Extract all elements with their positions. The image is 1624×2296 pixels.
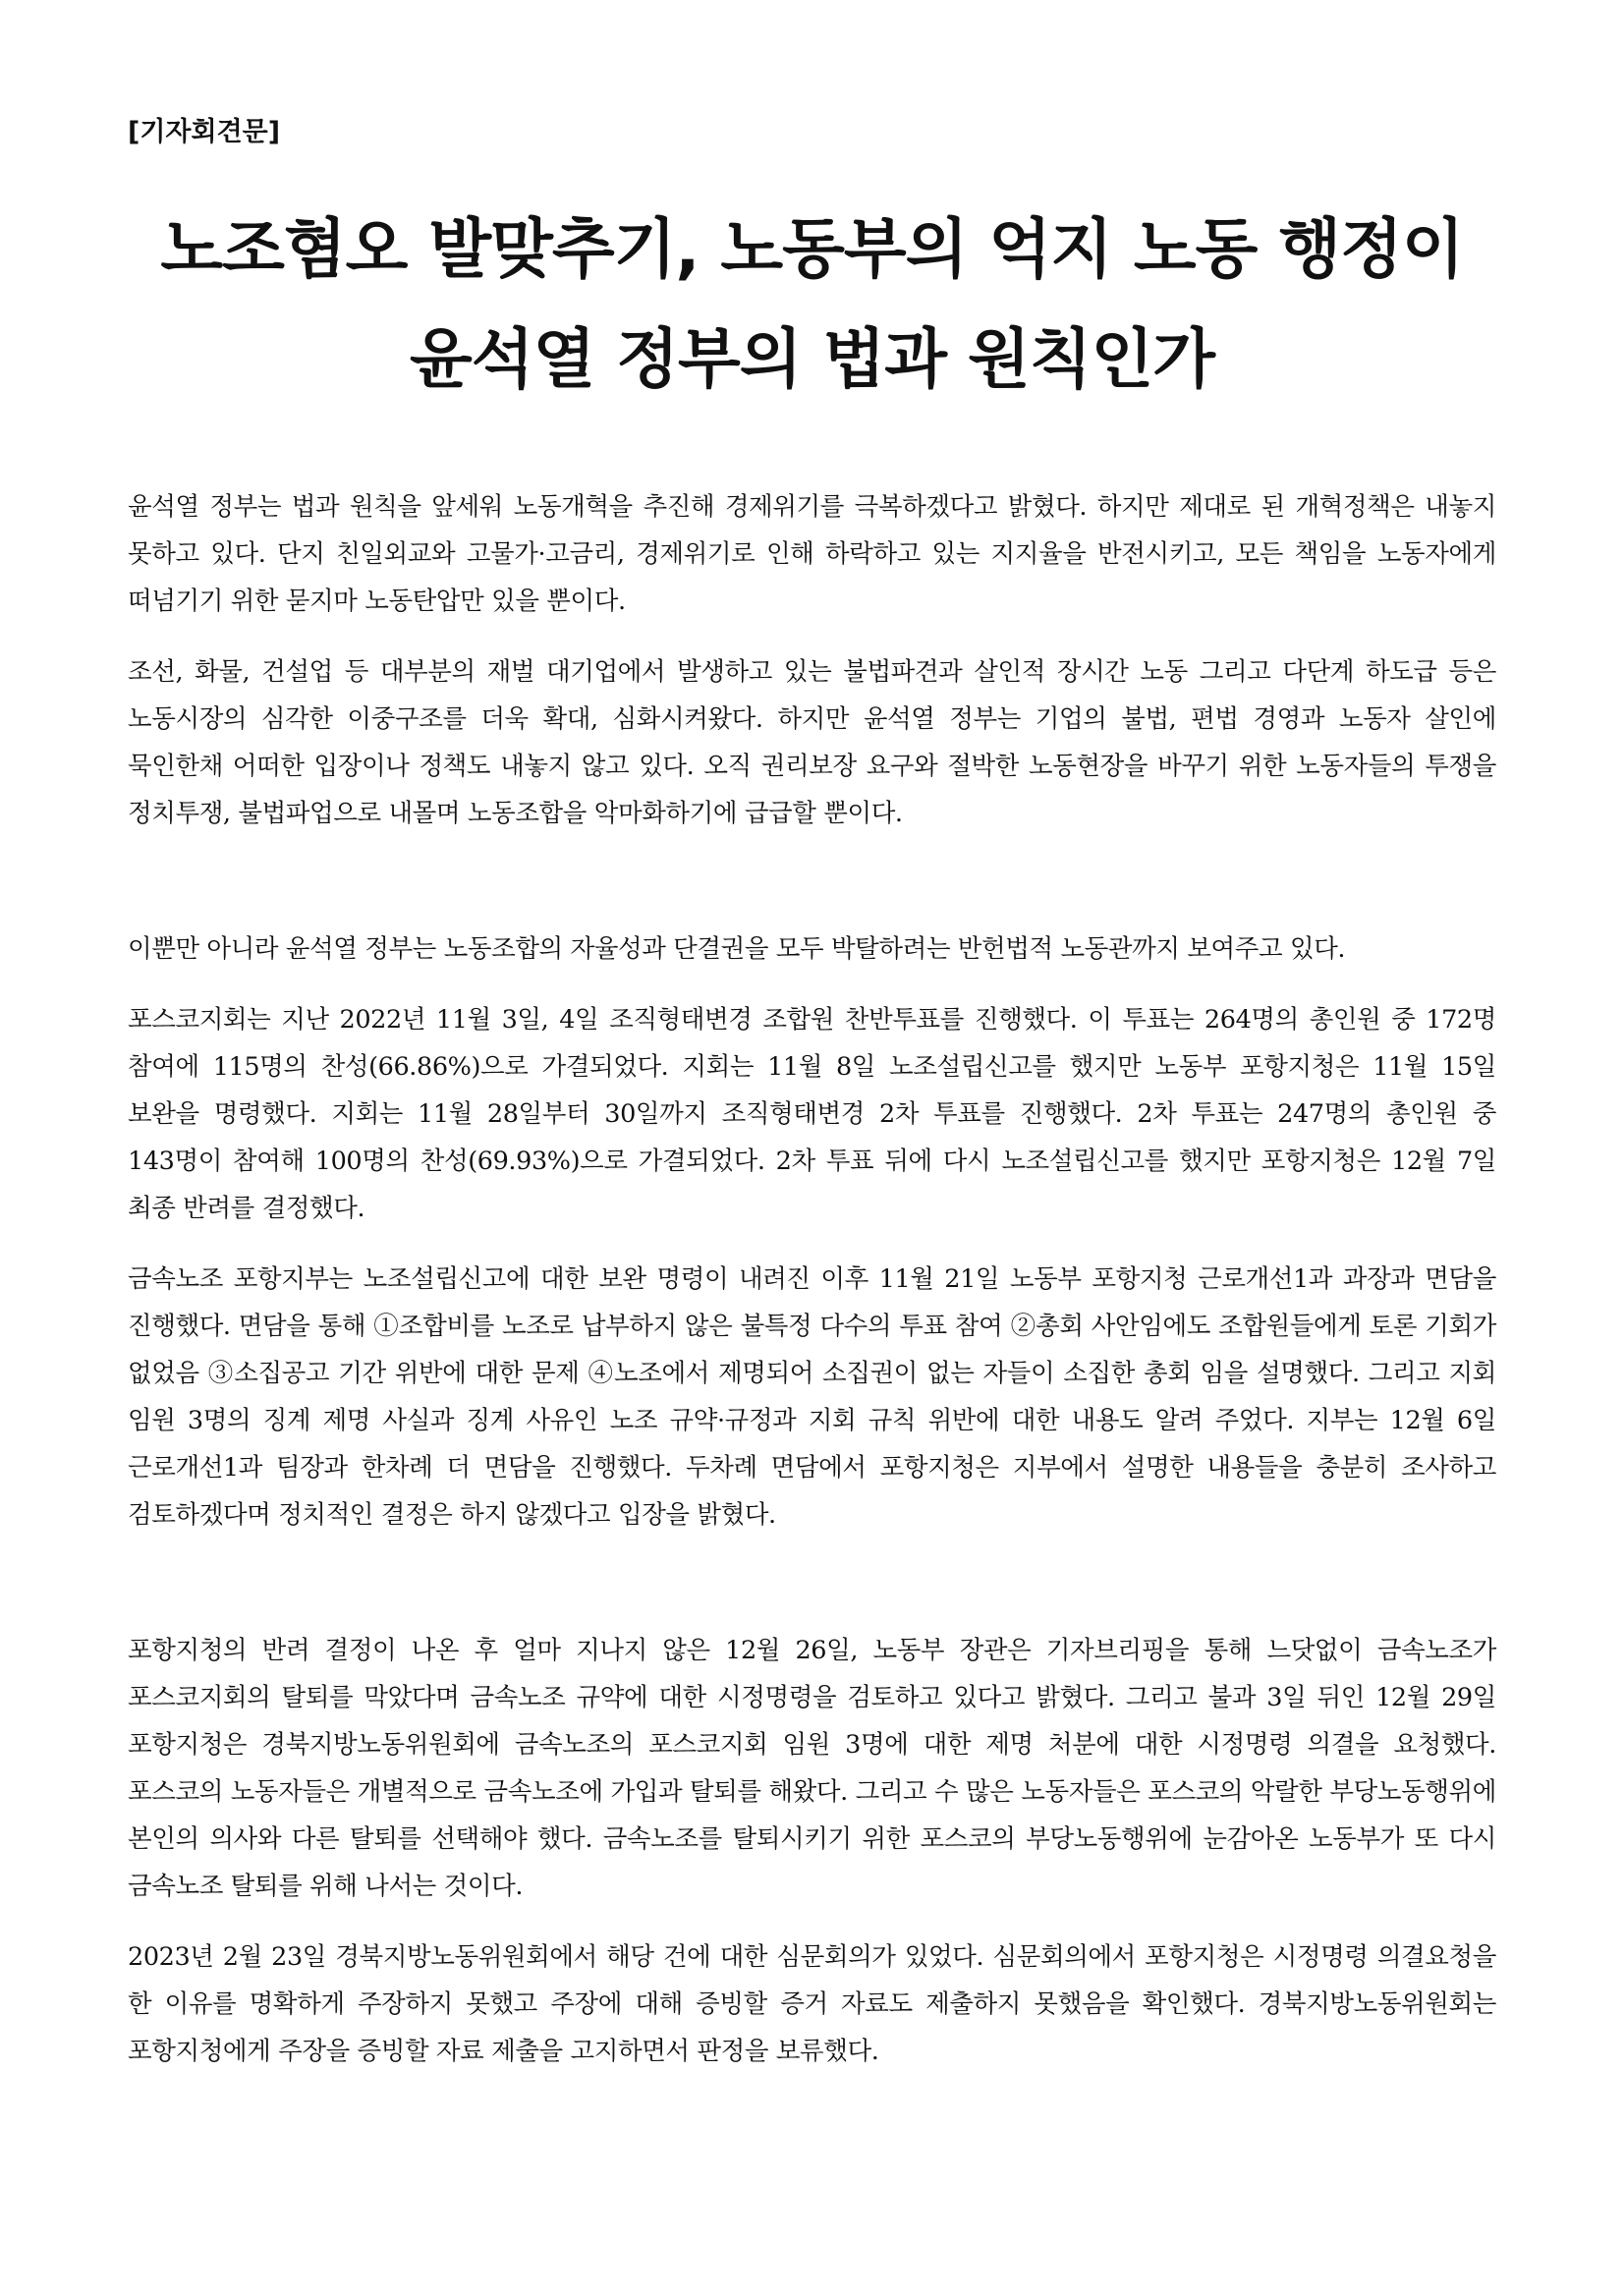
paragraph-2: 조선, 화물, 건설업 등 대부분의 재벌 대기업에서 발생하고 있는 불법파견과 살인적 장시간 노동 그리고 다단계 하도급 등은 노동시장의 심각한 이중구조를 더욱 확대, 심화시켜왔다. 하지만 윤석열 정부는 기업의 불법, 편법 경영과 노동자 살인에 묵인한채 어떠한 입장이나 정책도 내놓지 않고 있다. 오직 권리보장 요구와 절박한 노동현장을 바꾸기 위한 노동자들의 투쟁을 정치투쟁, 불법파업으로 내몰며 노동조합을 악마화하기에 급급할 뿐이다.	[128, 657, 1496, 828]
paragraph-4: 포스코지회는 지난 2022년 11월 3일, 4일 조직형태변경 조합원 찬반투표를 진행했다. 이 투표는 264명의 총인원 중 172명 참여에 115명의 찬성(66.86%)으로 가결되었다. 지회는 11월 8일 노조설립신고를 했지만 노동부 포항지청은 11월 15일 보완을 명령했다. 지회는 11월 28일부터 30일까지 조직형태변경 2차 투표를 진행했다. 2차 투표는 247명의 총인원 중 143명이 참여해 100명의 찬성(69.93%)으로 가결되었다. 2차 투표 뒤에 다시 노조설립신고를 했지만 포항지청은 12월 7일 최종 반려를 결정했다.	[128, 1005, 1496, 1223]
paragraph-5: 금속노조 포항지부는 노조설립신고에 대한 보완 명령이 내려진 이후 11월 21일 노동부 포항지청 근로개선1과 과장과 면담을 진행했다. 면담을 통해 ①조합비를 노조로 납부하지 않은 불특정 다수의 투표 참여 ②총회 사안임에도 조합원들에게 토론 기회가 없었음 ③소집공고 기간 위반에 대한 문제 ④노조에서 제명되어 소집권이 없는 자들이 소집한 총회 임을 설명했다. 그리고 지회 임원 3명의 징계 제명 사실과 징계 사유인 노조 규약·규정과 지회 규칙 위반에 대한 내용도 알려 주었다. 지부는 12월 6일 근로개선1과 팀장과 한차례 더 면담을 진행했다. 두차례 면담에서 포항지청은 지부에서 설명한 내용들을 충분히 조사하고 검토하겠다며 정치적인 결정은 하지 않겠다고 입장을 밝혔다.	[128, 1264, 1496, 1530]
title-line-1: 노조혐오 발맞추기, 노동부의 억지 노동 행정이	[160, 211, 1464, 287]
paragraph-1: 윤석열 정부는 법과 원칙을 앞세워 노동개혁을 추진해 경제위기를 극복하겠다고 밝혔다. 하지만 제대로 된 개혁정책은 내놓지 못하고 있다. 단지 친일외교와 고물가·고금리, 경제위기로 인해 하락하고 있는 지지율을 반전시키고, 모든 책임을 노동자에게 떠넘기기 위한 묻지마 노동탄압만 있을 뿐이다.	[128, 492, 1496, 616]
title-line-2: 윤석열 정부의 법과 원칙인가	[409, 321, 1214, 397]
paragraph-6: 포항지청의 반려 결정이 나온 후 얼마 지나지 않은 12월 26일, 노동부 장관은 기자브리핑을 통해 느닷없이 금속노조가 포스코지회의 탈퇴를 막았다며 금속노조 규약에 대한 시정명령을 검토하고 있다고 밝혔다. 그리고 불과 3일 뒤인 12월 29일 포항지청은 경북지방노동위원회에 금속노조의 포스코지회 임원 3명에 대한 제명 처분에 대한 시정명령 의결을 요청했다. 포스코의 노동자들은 개별적으로 금속노조에 가입과 탈퇴를 해왔다. 그리고 수 많은 노동자들은 포스코의 악랄한 부당노동행위에 본인의 의사와 다른 탈퇴를 선택해야 했다. 금속노조를 탈퇴시키기 위한 포스코의 부당노동행위에 눈감아온 노동부가 또 다시 금속노조 탈퇴를 위해 나서는 것이다.	[128, 1636, 1496, 1901]
paragraph-3: 이뿐만 아니라 윤석열 정부는 노동조합의 자율성과 단결권을 모두 박탈하려는 반헌법적 노동관까지 보여주고 있다.	[128, 934, 1346, 964]
document-body	[128, 483, 1496, 2075]
document-title	[108, 195, 1516, 415]
document-label: [기자회견문]	[128, 117, 281, 147]
paragraph-7: 2023년 2월 23일 경북지방노동위원회에서 해당 건에 대한 심문회의가 있었다. 심문회의에서 포항지청은 시정명령 의결요청을 한 이유를 명확하게 주장하지 못했고 주장에 대해 증빙할 증거 자료도 제출하지 못했음을 확인했다. 경북지방노동위원회는 포항지청에게 주장을 증빙할 자료 제출을 고지하면서 판정을 보류했다.	[128, 1942, 1496, 2066]
